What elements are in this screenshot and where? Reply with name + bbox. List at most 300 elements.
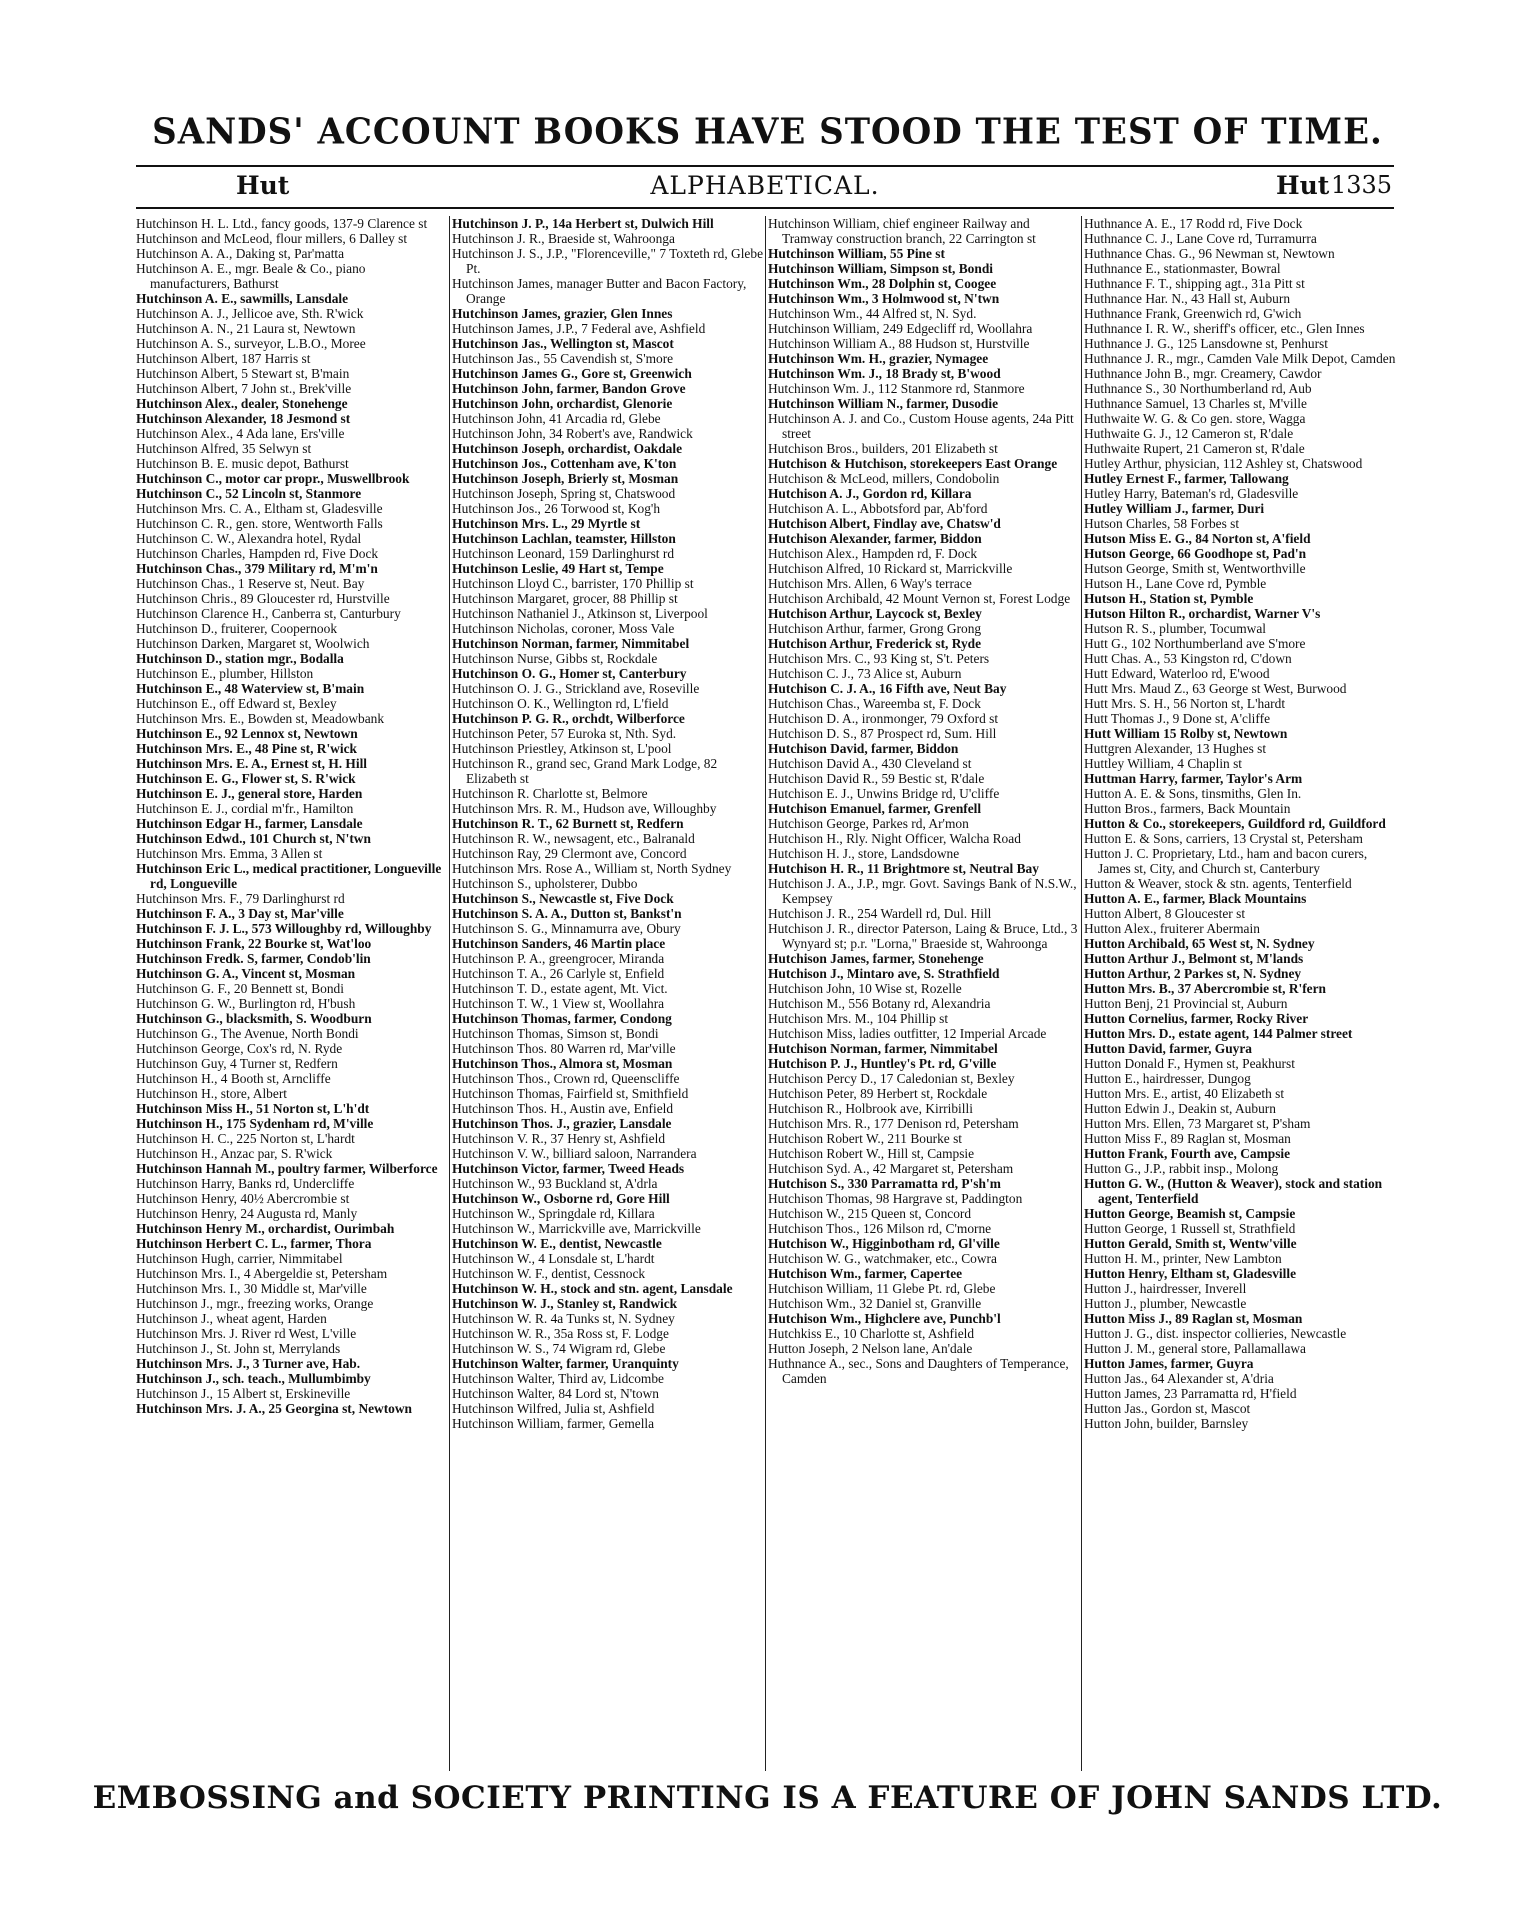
directory-entry: Hutley Arthur, physician, 112 Ashley st, Chatswood [1084, 456, 1363, 471]
directory-entry: Hutchinson Victor, farmer, Tweed Heads [452, 1161, 685, 1176]
directory-entry: Huthnance A., sec., Sons and Daughters of Temperance, Camden [768, 1356, 1069, 1386]
directory-entry: Hutchinson J., 15 Albert st, Erskineville [136, 1386, 351, 1401]
directory-entry: Hutchison Thomas, 98 Hargrave st, Paddington [768, 1191, 1023, 1206]
directory-entry: Hutchison William, 11 Glebe Pt. rd, Glebe [768, 1281, 996, 1296]
directory-entry: Hutchison David A., 430 Cleveland st [768, 756, 972, 771]
directory-entry: Hutchison Thos., 126 Milson rd, C'morne [768, 1221, 992, 1236]
directory-entry: Hutchinson Nathaniel J., Atkinson st, Liverpool [452, 606, 708, 621]
directory-entry: Hutton J., plumber, Newcastle [1084, 1296, 1247, 1311]
directory-entry: Hutchinson Edwd., 101 Church st, N'twn [136, 831, 371, 846]
directory-entry: Hutchinson J., sch. teach., Mullumbimby [136, 1371, 371, 1386]
directory-entry: Hutchison David R., 59 Bestic st, R'dale [768, 771, 985, 786]
directory-entry: Hutchinson Albert, 187 Harris st [136, 351, 311, 366]
directory-entry: Hutchinson J., St. John st, Merrylands [136, 1341, 341, 1356]
directory-entry: Hutchinson Mrs. E. A., Ernest st, H. Hill [136, 756, 368, 771]
directory-entry: Hutchison David, farmer, Biddon [768, 741, 959, 756]
directory-entry: Hutchinson G. F., 20 Bennett st, Bondi [136, 981, 344, 996]
directory-entry: Hutchinson James, grazier, Glen Innes [452, 306, 673, 321]
directory-entry: Huthwaite W. G. & Co gen. store, Wagga [1084, 411, 1306, 426]
directory-entry: Huthwaite G. J., 12 Cameron st, R'dale [1084, 426, 1294, 441]
directory-entry: Hutchinson Guy, 4 Turner st, Redfern [136, 1056, 338, 1071]
directory-entry: Huthnance Har. N., 43 Hall st, Auburn [1084, 291, 1291, 306]
directory-entry: Hutchinson G. W., Burlington rd, H'bush [136, 996, 356, 1011]
directory-entry: Hutton Mrs. Ellen, 73 Margaret st, P'sham [1084, 1116, 1311, 1131]
top-advert-banner: SANDS' ACCOUNT BOOKS HAVE STOOD THE TEST OF TIME. [152, 111, 1383, 153]
directory-entry: Hutchinson Walter, farmer, Uranquinty [452, 1356, 679, 1371]
directory-entry: Hutchinson Lloyd C., barrister, 170 Phillip st [452, 576, 694, 591]
directory-entry: Hutchinson Wm., 28 Dolphin st, Coogee [768, 276, 997, 291]
directory-entry: Hutchinson Hannah M., poultry farmer, Wilberforce [136, 1161, 438, 1176]
directory-entry: Hutchison Emanuel, farmer, Grenfell [768, 801, 982, 816]
directory-entry: Hutchison & McLeod, millers, Condobolin [768, 471, 1000, 486]
directory-entry: Hutchison Albert, Findlay ave, Chatsw'd [768, 516, 1001, 531]
directory-entry: Hutchinson Alex., dealer, Stonehenge [136, 396, 348, 411]
directory-entry: Hutchison Alex., Hampden rd, F. Dock [768, 546, 978, 561]
directory-entry: Hutchinson A. J., Jellicoe ave, Sth. R'wick [136, 306, 364, 321]
directory-entry: Huttley William, 4 Chaplin st [1084, 756, 1243, 771]
directory-entry: Hutchinson H., Anzac par, S. R'wick [136, 1146, 333, 1161]
directory-columns [136, 216, 1394, 1771]
directory-entry: Hutton Jas., Gordon st, Mascot [1084, 1401, 1251, 1416]
directory-entry: Hutchinson C., motor car propr., Muswellbrook [136, 471, 410, 486]
directory-entry: Hutton Donald F., Hymen st, Peakhurst [1084, 1056, 1295, 1071]
directory-entry: Hutchison C. J. A., 16 Fifth ave, Neut Bay [768, 681, 1007, 696]
directory-entry: Hutchinson James, J.P., 7 Federal ave, Ashfield [452, 321, 706, 336]
directory-entry: Hutchinson Norman, farmer, Nimmitabel [452, 636, 690, 651]
directory-entry: Hutson George, 66 Goodhope st, Pad'n [1084, 546, 1307, 561]
directory-entry: Hutton A. E., farmer, Black Mountains [1084, 891, 1307, 906]
directory-entry: Hutchinson Jos., 26 Torwood st, Kog'h [452, 501, 661, 516]
directory-entry: Hutton John, builder, Barnsley [1084, 1416, 1249, 1431]
page-number: 1335 [1331, 171, 1393, 199]
directory-entry: Hutchison Wm., Highclere ave, Punchb'l [768, 1311, 1001, 1326]
header-section-title: ALPHABETICAL. [650, 171, 880, 200]
directory-entry: Hutchinson E., 92 Lennox st, Newtown [136, 726, 358, 741]
directory-entry: Hutchison John, 10 Wise st, Rozelle [768, 981, 962, 996]
directory-entry: Huthnance S., 30 Northumberland rd, Aub [1084, 381, 1312, 396]
directory-entry: Hutton E. & Sons, carriers, 13 Crystal st, Petersham [1084, 831, 1363, 846]
directory-entry: Hutchinson Joseph, orchardist, Oakdale [452, 441, 683, 456]
directory-entry: Hutchinson Mrs. J., 3 Turner ave, Hab. [136, 1356, 361, 1371]
directory-entry: Hutchinson G. A., Vincent st, Mosman [136, 966, 356, 981]
directory-entry: Hutchinson James, manager Butter and Bacon Factory, Orange [452, 276, 747, 306]
directory-entry: Hutchinson William, 249 Edgecliff rd, Woollahra [768, 321, 1033, 336]
directory-entry: Hutt Edward, Waterloo rd, E'wood [1084, 666, 1270, 681]
directory-entry: Hutchinson Nurse, Gibbs st, Rockdale [452, 651, 658, 666]
directory-entry: Hutchinson Hugh, carrier, Nimmitabel [136, 1251, 343, 1266]
directory-entry: Hutton A. E. & Sons, tinsmiths, Glen In. [1084, 786, 1302, 801]
directory-entry: Hutchison Mrs. M., 104 Phillip st [768, 1011, 949, 1026]
directory-entry: Hutchinson Charles, Hampden rd, Five Dock [136, 546, 379, 561]
directory-entry: Hutchison Mrs. Allen, 6 Way's terrace [768, 576, 972, 591]
directory-entry: Hutchinson Alexander, 18 Jesmond st [136, 411, 351, 426]
directory-entry: Hutchinson W. H., stock and stn. agent, Lansdale [452, 1281, 733, 1296]
directory-entry: Hutchinson Sanders, 46 Martin place [452, 936, 666, 951]
directory-entry: Hutt William 15 Rolby st, Newtown [1084, 726, 1288, 741]
directory-entry: Hutchinson T. D., estate agent, Mt. Vict. [452, 981, 668, 996]
directory-entry: Hutchinson John, 34 Robert's ave, Randwick [452, 426, 693, 441]
directory-entry: Hutchinson E., plumber, Hillston [136, 666, 314, 681]
directory-entry: Hutchinson Mrs. F., 79 Darlinghurst rd [136, 891, 345, 906]
directory-entry: Hutchison George, Parkes rd, Ar'mon [768, 816, 969, 831]
directory-entry: Hutson George, Smith st, Wentworthville [1084, 561, 1306, 576]
directory-entry: Hutchinson R., grand sec, Grand Mark Lodge, 82 Elizabeth st [452, 756, 718, 786]
directory-entry: Hutchinson W. R., 35a Ross st, F. Lodge [452, 1326, 669, 1341]
directory-entry: Hutchinson Henry, 40½ Abercrombie st [136, 1191, 350, 1206]
directory-entry: Hutchinson J., mgr., freezing works, Orange [136, 1296, 374, 1311]
page-header [136, 165, 1394, 209]
directory-entry: Hutchinson Mrs. E., Bowden st, Meadowbank [136, 711, 385, 726]
directory-entry: Hutchinson Mrs. I., 4 Abergeldie st, Petersham [136, 1266, 388, 1281]
directory-entry: Hutchison W., Higginbotham rd, Gl'ville [768, 1236, 1000, 1251]
directory-entry: Hutchinson William N., farmer, Dusodie [768, 396, 999, 411]
directory-entry: Hutchinson O. K., Wellington rd, L'field [452, 696, 669, 711]
directory-entry: Hutton Mrs. D., estate agent, 144 Palmer street [1084, 1026, 1353, 1041]
directory-entry: Hutchinson H. C., 225 Norton st, L'hardt [136, 1131, 355, 1146]
directory-entry: Hutchinson O. J. G., Strickland ave, Roseville [452, 681, 700, 696]
directory-entry: Hutson Charles, 58 Forbes st [1084, 516, 1240, 531]
directory-entry: Hutchinson Joseph, Spring st, Chatswood [452, 486, 676, 501]
directory-entry: Hutchinson Mrs. R. M., Hudson ave, Willoughby [452, 801, 717, 816]
directory-entry: Hutton Henry, Eltham st, Gladesville [1084, 1266, 1297, 1281]
directory-entry: Hutton Arthur, 2 Parkes st, N. Sydney [1084, 966, 1302, 981]
directory-entry: Hutchinson Darken, Margaret st, Woolwich [136, 636, 370, 651]
directory-entry: Hutton J. G., dist. inspector collieries, Newcastle [1084, 1326, 1347, 1341]
directory-entry: Hutchison Peter, 89 Herbert st, Rockdale [768, 1086, 988, 1101]
directory-entry: Hutchinson Harry, Banks rd, Undercliffe [136, 1176, 355, 1191]
directory-entry: Hutson H., Station st, Pymble [1084, 591, 1254, 606]
directory-entry: Hutton Frank, Fourth ave, Campsie [1084, 1146, 1291, 1161]
directory-entry: Hutton Bros., farmers, Back Mountain [1084, 801, 1291, 816]
directory-entry: Hutchinson W., 93 Buckland st, A'drla [452, 1176, 658, 1191]
directory-entry: Hutchinson Miss H., 51 Norton st, L'h'dt [136, 1101, 370, 1116]
directory-entry: Hutchinson W., Marrickville ave, Marrickville [452, 1221, 701, 1236]
directory-entry: Huttman Harry, farmer, Taylor's Arm [1084, 771, 1303, 786]
directory-entry: Hutchinson Ray, 29 Clermont ave, Concord [452, 846, 687, 861]
directory-entry: Hutchinson Albert, 7 John st., Brek'ville [136, 381, 352, 396]
directory-entry: Hutchinson William, farmer, Gemella [452, 1416, 655, 1431]
directory-entry: Hutchinson J. R., Braeside st, Wahroonga [452, 231, 675, 246]
directory-entry: Hutton Albert, 8 Gloucester st [1084, 906, 1246, 921]
directory-entry: Huthnance E., stationmaster, Bowral [1084, 261, 1281, 276]
directory-entry: Hutchinson W. F., dentist, Cessnock [452, 1266, 646, 1281]
directory-entry: Hutchinson W. R. 4a Tunks st, N. Sydney [452, 1311, 675, 1326]
directory-entry: Hutson Hilton R., orchardist, Warner V's [1084, 606, 1321, 621]
directory-entry: Hutchinson Chas., 1 Reserve st, Neut. Bay [136, 576, 365, 591]
directory-entry: Hutchinson and McLeod, flour millers, 6 Dalley st [136, 231, 408, 246]
directory-entry: Hutchinson William A., 88 Hudson st, Hurstville [768, 336, 1030, 351]
directory-entry: Hutton Benj, 21 Provincial st, Auburn [1084, 996, 1288, 1011]
directory-entry: Hutton Cornelius, farmer, Rocky River [1084, 1011, 1309, 1026]
directory-entry: Hutchison D. A., ironmonger, 79 Oxford st [768, 711, 999, 726]
directory-entry: Hutchinson John, 41 Arcadia rd, Glebe [452, 411, 661, 426]
directory-entry: Hutchinson W. J., Stanley st, Randwick [452, 1296, 678, 1311]
directory-entry: Hutchinson T. W., 1 View st, Woollahra [452, 996, 665, 1011]
directory-entry: Hutchinson Thomas, farmer, Condong [452, 1011, 672, 1026]
directory-entry: Hutchinson Nicholas, coroner, Moss Vale [452, 621, 675, 636]
directory-entry: Hutchinson William, chief engineer Railway and Tramway construction branch, 22 Carrington st [768, 216, 1036, 246]
directory-entry: Hutchinson A. A., Daking st, Par'matta [136, 246, 345, 261]
directory-column-2 [452, 216, 764, 1771]
directory-entry: Hutchison W. G., watchmaker, etc., Cowra [768, 1251, 997, 1266]
directory-entry: Hutchinson A. N., 21 Laura st, Newtown [136, 321, 356, 336]
bottom-advert-banner: EMBOSSING and SOCIETY PRINTING IS A FEATURE OF JOHN SANDS LTD. [92, 1780, 1443, 1816]
directory-entry: Hutchinson A. E., sawmills, Lansdale [136, 291, 349, 306]
directory-entry: Hutton & Weaver, stock & stn. agents, Tenterfield [1084, 876, 1352, 891]
directory-entry: Hutton Jas., 64 Alexander st, A'dria [1084, 1371, 1274, 1386]
directory-entry: Hutchinson Edgar H., farmer, Lansdale [136, 816, 363, 831]
directory-entry: Hutson Miss E. G., 84 Norton st, A'field [1084, 531, 1311, 546]
directory-entry: Hutchinson Mrs. L., 29 Myrtle st [452, 516, 641, 531]
directory-entry: Hutton George, Beamish st, Campsie [1084, 1206, 1296, 1221]
directory-entry: Hutchinson George, Cox's rd, N. Ryde [136, 1041, 343, 1056]
directory-entry: Hutchinson Mrs. C. A., Eltham st, Gladesville [136, 501, 383, 516]
directory-entry: Hutchinson Thos., Almora st, Mosman [452, 1056, 673, 1071]
directory-entry: Hutchinson Mrs. E., 48 Pine st, R'wick [136, 741, 357, 756]
directory-entry: Hutchinson Clarence H., Canberra st, Canturbury [136, 606, 401, 621]
directory-entry: Hutchinson J. S., J.P., "Florenceville," 7 Toxteth rd, Glebe Pt. [452, 246, 764, 276]
directory-entry: Hutchinson T. A., 26 Carlyle st, Enfield [452, 966, 665, 981]
directory-entry: Hutton G. W., (Hutton & Weaver), stock and station agent, Tenterfield [1084, 1176, 1383, 1206]
directory-entry: Hutchinson A. J. and Co., Custom House agents, 24a Pitt street [768, 411, 1074, 441]
directory-entry: Hutchison Robert W., Hill st, Campsie [768, 1146, 975, 1161]
directory-entry: Huthwaite Rupert, 21 Cameron st, R'dale [1084, 441, 1305, 456]
directory-entry: Hutchinson O. G., Homer st, Canterbury [452, 666, 687, 681]
directory-entry: Hutchison Miss, ladies outfitter, 12 Imperial Arcade [768, 1026, 1047, 1041]
directory-entry: Hutchinson S. G., Minnamurra ave, Obury [452, 921, 681, 936]
directory-entry: Hutchinson Alex., 4 Ada lane, Ers'ville [136, 426, 345, 441]
directory-entry: Hutchinson Thomas, Fairfield st, Smithfield [452, 1086, 689, 1101]
directory-entry: Hutchison A. L., Abbotsford par, Ab'ford [768, 501, 988, 516]
directory-entry: Hutt G., 102 Northumberland ave S'more [1084, 636, 1306, 651]
directory-entry: Hutchinson D., fruiterer, Coopernook [136, 621, 338, 636]
directory-entry: Hutchinson H. L. Ltd., fancy goods, 137-9 Clarence st [136, 216, 428, 231]
directory-entry: Hutton Mrs. B., 37 Abercrombie st, R'fern [1084, 981, 1326, 996]
directory-entry: Hutchinson Wm., 3 Holmwood st, N'twn [768, 291, 1000, 306]
directory-entry: Hutchinson E. G., Flower st, S. R'wick [136, 771, 356, 786]
directory-entry: Hutchinson Albert, 5 Stewart st, B'main [136, 366, 350, 381]
directory-entry: Hutley Ernest F., farmer, Tallowang [1084, 471, 1289, 486]
directory-entry: Hutchinson W., Springdale rd, Killara [452, 1206, 655, 1221]
directory-entry: Hutchinson Wilfred, Julia st, Ashfield [452, 1401, 655, 1416]
directory-entry: Hutchinson G., The Avenue, North Bondi [136, 1026, 359, 1041]
directory-entry: Hutson H., Lane Cove rd, Pymble [1084, 576, 1267, 591]
directory-entry: Hutchinson Mrs. Rose A., William st, North Sydney [452, 861, 732, 876]
directory-entry: Hutchinson Henry, 24 Augusta rd, Manly [136, 1206, 358, 1221]
directory-entry: Hutton J. M., general store, Pallamallawa [1084, 1341, 1307, 1356]
directory-entry: Huthnance John B., mgr. Creamery, Cawdor [1084, 366, 1322, 381]
directory-entry: Hutchinson Walter, Third av, Lidcombe [452, 1371, 664, 1386]
directory-entry: Huthnance Frank, Greenwich rd, G'wich [1084, 306, 1302, 321]
directory-entry: Hutchinson Wm. J., 18 Brady st, B'wood [768, 366, 1001, 381]
directory-entry: Hutt Thomas J., 9 Done st, A'cliffe [1084, 711, 1271, 726]
directory-entry: Hutchinson Mrs. J. River rd West, L'ville [136, 1326, 357, 1341]
directory-column-4 [1084, 216, 1396, 1771]
directory-entry: Hutchinson Mrs. I., 30 Middle st, Mar'ville [136, 1281, 367, 1296]
directory-entry: Hutchinson Peter, 57 Euroka st, Nth. Syd. [452, 726, 677, 741]
directory-entry: Hutchinson S. A. A., Dutton st, Bankst'n [452, 906, 682, 921]
directory-entry: Hutchinson Herbert C. L., farmer, Thora [136, 1236, 372, 1251]
directory-entry: Hutchinson D., station mgr., Bodalla [136, 651, 344, 666]
directory-entry: Hutchinson Thos. 80 Warren rd, Mar'ville [452, 1041, 676, 1056]
directory-entry: Hutchinson R. T., 62 Burnett st, Redfern [452, 816, 684, 831]
directory-entry: Hutton E., hairdresser, Dungog [1084, 1071, 1251, 1086]
directory-entry: Hutchinson J. P., 14a Herbert st, Dulwich Hill [452, 216, 714, 231]
directory-entry: Hutchinson Walter, 84 Lord st, N'town [452, 1386, 659, 1401]
directory-entry: Hutchinson R. W., newsagent, etc., Balranald [452, 831, 695, 846]
directory-entry: Hutchinson Chris., 89 Gloucester rd, Hurstville [136, 591, 390, 606]
directory-entry: Hutchison Archibald, 42 Mount Vernon st, Forest Lodge [768, 591, 1071, 606]
directory-entry: Hutchison A. J., Gordon rd, Killara [768, 486, 972, 501]
directory-entry: Hutchinson Thomas, Simson st, Bondi [452, 1026, 659, 1041]
directory-entry: Hutton G., J.P., rabbit insp., Molong [1084, 1161, 1279, 1176]
directory-entry: Hutchinson J., wheat agent, Harden [136, 1311, 327, 1326]
directory-entry: Hutchinson John, farmer, Bandon Grove [452, 381, 686, 396]
directory-entry: Hutchinson R. Charlotte st, Belmore [452, 786, 648, 801]
directory-entry: Hutchinson Leonard, 159 Darlinghurst rd [452, 546, 675, 561]
directory-entry: Huthnance Chas. G., 96 Newman st, Newtown [1084, 246, 1335, 261]
directory-entry: Hutchison Wm., farmer, Capertee [768, 1266, 963, 1281]
directory-entry: Hutchinson James G., Gore st, Greenwich [452, 366, 692, 381]
directory-entry: Hutchinson G., blacksmith, S. Woodburn [136, 1011, 372, 1026]
directory-entry: Hutton Gerald, Smith st, Wentw'ville [1084, 1236, 1297, 1251]
directory-entry: Hutchison H., Rly. Night Officer, Walcha Road [768, 831, 1021, 846]
header-right-keyword: Hut [1276, 171, 1330, 200]
directory-entry: Hutt Mrs. Maud Z., 63 George st West, Burwood [1084, 681, 1347, 696]
directory-entry: Hutchinson F. J. L., 573 Willoughby rd, Willoughby [136, 921, 432, 936]
directory-entry: Hutt Chas. A., 53 Kingston rd, C'down [1084, 651, 1292, 666]
directory-entry: Hutchison Robert W., 211 Bourke st [768, 1131, 963, 1146]
directory-entry: Hutchison Alfred, 10 Rickard st, Marrickville [768, 561, 1013, 576]
directory-entry: Hutchison James, farmer, Stonehenge [768, 951, 984, 966]
directory-entry: Hutchinson Thos. H., Austin ave, Enfield [452, 1101, 674, 1116]
directory-entry: Hutchinson B. E. music depot, Bathurst [136, 456, 349, 471]
directory-entry: Hutton Edwin J., Deakin st, Auburn [1084, 1101, 1276, 1116]
directory-column-1 [136, 216, 448, 1771]
directory-entry: Hutton David, farmer, Guyra [1084, 1041, 1252, 1056]
directory-entry: Hutley Harry, Bateman's rd, Gladesville [1084, 486, 1299, 501]
directory-entry: Hutson R. S., plumber, Tocumwal [1084, 621, 1267, 636]
directory-entry: Hutchinson Wm., 44 Alfred st, N. Syd. [768, 306, 977, 321]
directory-entry: Hutchinson E., off Edward st, Bexley [136, 696, 337, 711]
directory-entry: Hutchinson E., 48 Waterview st, B'main [136, 681, 365, 696]
directory-entry: Hutchinson V. W., billiard saloon, Narrandera [452, 1146, 697, 1161]
directory-entry: Hutt Mrs. S. H., 56 Norton st, L'hardt [1084, 696, 1286, 711]
directory-entry: Hutton Miss J., 89 Raglan st, Mosman [1084, 1311, 1303, 1326]
directory-entry: Huthnance F. T., shipping agt., 31a Pitt st [1084, 276, 1305, 291]
directory-entry: Hutchinson Joseph, Brierly st, Mosman [452, 471, 679, 486]
directory-entry: Hutchinson F. A., 3 Day st, Mar'ville [136, 906, 344, 921]
directory-entry: Hutchinson S., upholsterer, Dubbo [452, 876, 638, 891]
directory-entry: Hutton J., hairdresser, Inverell [1084, 1281, 1247, 1296]
directory-entry: Hutchison Bros., builders, 201 Elizabeth st [768, 441, 998, 456]
directory-entry: Hutchison Arthur, Frederick st, Ryde [768, 636, 982, 651]
directory-entry: Hutchison Norman, farmer, Nimmitabel [768, 1041, 998, 1056]
directory-entry: Hutchison S., 330 Parramatta rd, P'sh'm [768, 1176, 1001, 1191]
directory-entry: Hutchison H. J., store, Landsdowne [768, 846, 960, 861]
directory-entry: Hutchinson John, orchardist, Glenorie [452, 396, 673, 411]
directory-entry: Hutchison P. J., Huntley's Pt. rd, G'ville [768, 1056, 997, 1071]
directory-entry: Hutchison J. A., J.P., mgr. Govt. Savings Bank of N.S.W., Kempsey [768, 876, 1077, 906]
directory-entry: Hutchinson Thos. J., grazier, Lansdale [452, 1116, 672, 1131]
directory-entry: Hutchinson E. J., cordial m'fr., Hamilton [136, 801, 354, 816]
directory-entry: Hutton James, 23 Parramatta rd, H'field [1084, 1386, 1297, 1401]
directory-entry: Hutchinson Leslie, 49 Hart st, Tempe [452, 561, 664, 576]
directory-entry: Hutchison Percy D., 17 Caledonian st, Bexley [768, 1071, 1015, 1086]
directory-entry: Hutchinson W. E., dentist, Newcastle [452, 1236, 662, 1251]
directory-entry: Hutchinson Henry M., orchardist, Ourimbah [136, 1221, 395, 1236]
directory-entry: Hutchinson A. E., mgr. Beale & Co., piano manufacturers, Bathurst [136, 261, 366, 291]
directory-entry: Huthnance I. R. W., sheriff's officer, etc., Glen Innes [1084, 321, 1365, 336]
directory-entry: Hutchinson C. W., Alexandra hotel, Rydal [136, 531, 362, 546]
directory-entry: Hutchinson W., Osborne rd, Gore Hill [452, 1191, 670, 1206]
directory-entry: Hutchison R., Holbrook ave, Kirribilli [768, 1101, 973, 1116]
directory-entry: Hutchison C. J., 73 Alice st, Auburn [768, 666, 962, 681]
directory-entry: Hutton Archibald, 65 West st, N. Sydney [1084, 936, 1315, 951]
directory-entry: Hutchinson Jas., Wellington st, Mascot [452, 336, 674, 351]
directory-entry: Hutchison D. S., 87 Prospect rd, Sum. Hill [768, 726, 997, 741]
directory-entry: Hutton George, 1 Russell st, Strathfield [1084, 1221, 1296, 1236]
directory-entry: Hutchinson Jos., Cottenham ave, K'ton [452, 456, 677, 471]
directory-entry: Hutton James, farmer, Guyra [1084, 1356, 1254, 1371]
directory-entry: Huthnance Samuel, 13 Charles st, M'ville [1084, 396, 1307, 411]
directory-entry: Hutchinson S., Newcastle st, Five Dock [452, 891, 674, 906]
directory-entry: Hutchinson Margaret, grocer, 88 Phillip st [452, 591, 678, 606]
directory-entry: Huthnance J. G., 125 Lansdowne st, Penhurst [1084, 336, 1328, 351]
directory-entry: Hutchinson H., 4 Booth st, Arncliffe [136, 1071, 331, 1086]
directory-entry: Hutchinson A. S., surveyor, L.B.O., Moree [136, 336, 366, 351]
directory-entry: Hutchinson E. J., general store, Harden [136, 786, 363, 801]
directory-entry: Hutchinson Mrs. Emma, 3 Allen st [136, 846, 323, 861]
directory-entry: Hutchison Syd. A., 42 Margaret st, Petersham [768, 1161, 1014, 1176]
directory-entry: Hutton Miss F., 89 Raglan st, Mosman [1084, 1131, 1291, 1146]
directory-entry: Hutchison Arthur, farmer, Grong Grong [768, 621, 982, 636]
directory-entry: Hutchinson P. A., greengrocer, Miranda [452, 951, 665, 966]
directory-entry: Hutchinson H., 175 Sydenham rd, M'ville [136, 1116, 374, 1131]
directory-entry: Hutton & Co., storekeepers, Guildford rd, Guildford [1084, 816, 1386, 831]
directory-entry: Hutley William J., farmer, Duri [1084, 501, 1265, 516]
directory-entry: Hutchison J. R., director Paterson, Laing & Bruce, Ltd., 3 Wynyard st; p.r. "Lorna," Braeside st, Wahroonga [768, 921, 1078, 951]
directory-entry: Hutchison Alexander, farmer, Biddon [768, 531, 982, 546]
directory-entry: Hutchinson P. G. R., orchdt, Wilberforce [452, 711, 685, 726]
directory-entry: Hutchinson Fredk. S, farmer, Condob'lin [136, 951, 371, 966]
directory-entry: Hutton J. C. Proprietary, Ltd., ham and bacon curers, James st, City, and Church st, Canterbury [1084, 846, 1368, 876]
directory-entry: Hutton Arthur J., Belmont st, M'lands [1084, 951, 1304, 966]
directory-entry: Hutchinson Alfred, 35 Selwyn st [136, 441, 312, 456]
directory-entry: Huthnance C. J., Lane Cove rd, Turramurra [1084, 231, 1317, 246]
directory-entry: Hutchinson William, 55 Pine st [768, 246, 945, 261]
directory-entry: Hutchison J., Mintaro ave, S. Strathfield [768, 966, 1000, 981]
directory-entry: Hutchison J. R., 254 Wardell rd, Dul. Hill [768, 906, 992, 921]
header-left-keyword: Hut [236, 171, 290, 200]
directory-entry: Huttgren Alexander, 13 Hughes st [1084, 741, 1267, 756]
directory-entry: Hutchison Mrs. R., 177 Denison rd, Petersham [768, 1116, 1019, 1131]
directory-entry: Hutchinson Eric L., medical practitioner, Longueville rd, Longueville [136, 861, 442, 891]
directory-entry: Hutchison Wm., 32 Daniel st, Granville [768, 1296, 982, 1311]
directory-entry: Hutchinson V. R., 37 Henry st, Ashfield [452, 1131, 666, 1146]
directory-entry: Hutchison Mrs. C., 93 King st, S't. Peters [768, 651, 990, 666]
directory-entry: Hutchison Arthur, Laycock st, Bexley [768, 606, 982, 621]
directory-entry: Hutton Mrs. E., artist, 40 Elizabeth st [1084, 1086, 1285, 1101]
directory-entry: Huthnance A. E., 17 Rodd rd, Five Dock [1084, 216, 1303, 231]
directory-entry: Hutchison W., 215 Queen st, Concord [768, 1206, 972, 1221]
directory-entry: Hutchinson H., store, Albert [136, 1086, 287, 1101]
directory-entry: Hutchkiss E., 10 Charlotte st, Ashfield [768, 1326, 975, 1341]
directory-entry: Hutchinson Priestley, Atkinson st, L'pool [452, 741, 672, 756]
directory-entry: Hutchinson Chas., 379 Military rd, M'm'n [136, 561, 378, 576]
directory-entry: Hutchison & Hutchison, storekeepers East Orange [768, 456, 1058, 471]
directory-entry: Hutton Alex., fruiterer Abermain [1084, 921, 1260, 936]
